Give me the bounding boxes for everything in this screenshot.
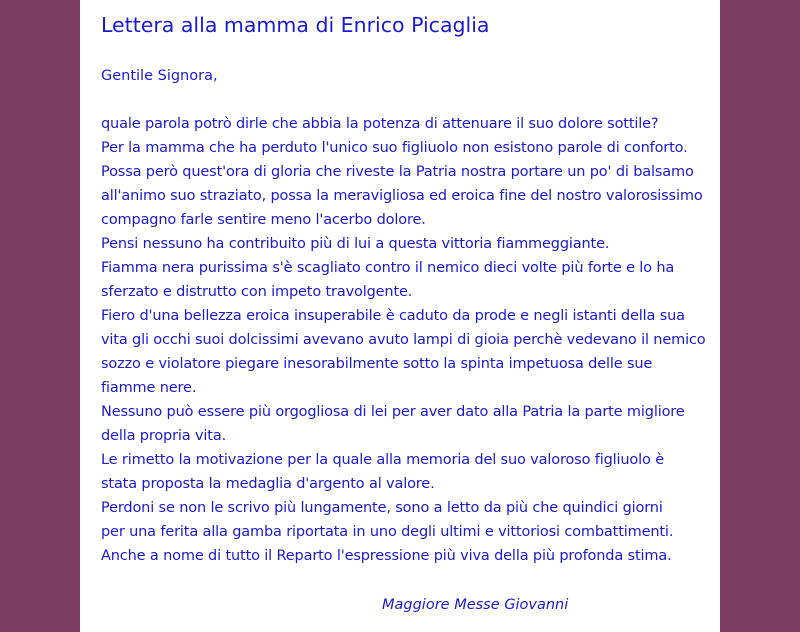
body-line: Fiamma nera purissima s'è scagliato contro il nemico dieci volte più forte e lo ha bbox=[101, 260, 675, 276]
body-line: quale parola potrò dirle che abbia la potenza di attenuare il suo dolore sottile? bbox=[101, 116, 659, 132]
body-line: all'animo suo straziato, possa la meravigliosa ed eroica fine del nostro valorosissimo bbox=[101, 188, 703, 204]
body-line: Possa però quest'ora di gloria che riveste la Patria nostra portare un po' di balsamo bbox=[101, 164, 694, 180]
body-line: Fiero d'una bellezza eroica insuperabile è caduto da prode e negli istanti della sua bbox=[101, 308, 685, 324]
letter-page bbox=[80, 0, 720, 632]
body-line: sozzo e violatore piegare inesorabilmente sotto la spinta impetuosa delle sue bbox=[101, 356, 653, 372]
body-line: vita gli occhi suoi dolcissimi avevano avuto lampi di gioia perchè vedevano il nemico bbox=[101, 332, 706, 348]
letter-title: Lettera alla mamma di Enrico Picaglia bbox=[101, 13, 490, 37]
salutation: Gentile Signora, bbox=[101, 68, 218, 84]
body-line: Per la mamma che ha perduto l'unico suo figliuolo non esistono parole di conforto. bbox=[101, 140, 688, 156]
body-line: Anche a nome di tutto il Reparto l'espressione più viva della più profonda stima. bbox=[101, 548, 672, 564]
body-line: sferzato e distrutto con impeto travolgente. bbox=[101, 284, 413, 300]
body-line: Le rimetto la motivazione per la quale alla memoria del suo valoroso figliuolo è bbox=[101, 452, 664, 468]
body-line: Pensi nessuno ha contribuito più di lui a questa vittoria fiammeggiante. bbox=[101, 236, 610, 252]
signature: Maggiore Messe Giovanni bbox=[382, 597, 569, 613]
body-line: Nessuno può essere più orgogliosa di lei per aver dato alla Patria la parte migliore bbox=[101, 404, 685, 420]
letter-body bbox=[101, 112, 710, 568]
body-line: della propria vita. bbox=[101, 428, 227, 444]
body-line: stata proposta la medaglia d'argento al valore. bbox=[101, 476, 435, 492]
body-line: Perdoni se non le scrivo più lungamente, sono a letto da più che quindici giorni bbox=[101, 500, 663, 516]
body-line: compagno farle sentire meno l'acerbo dolore. bbox=[101, 212, 426, 228]
body-line: per una ferita alla gamba riportata in uno degli ultimi e vittoriosi combattimenti. bbox=[101, 524, 674, 540]
body-line: fiamme nere. bbox=[101, 380, 197, 396]
